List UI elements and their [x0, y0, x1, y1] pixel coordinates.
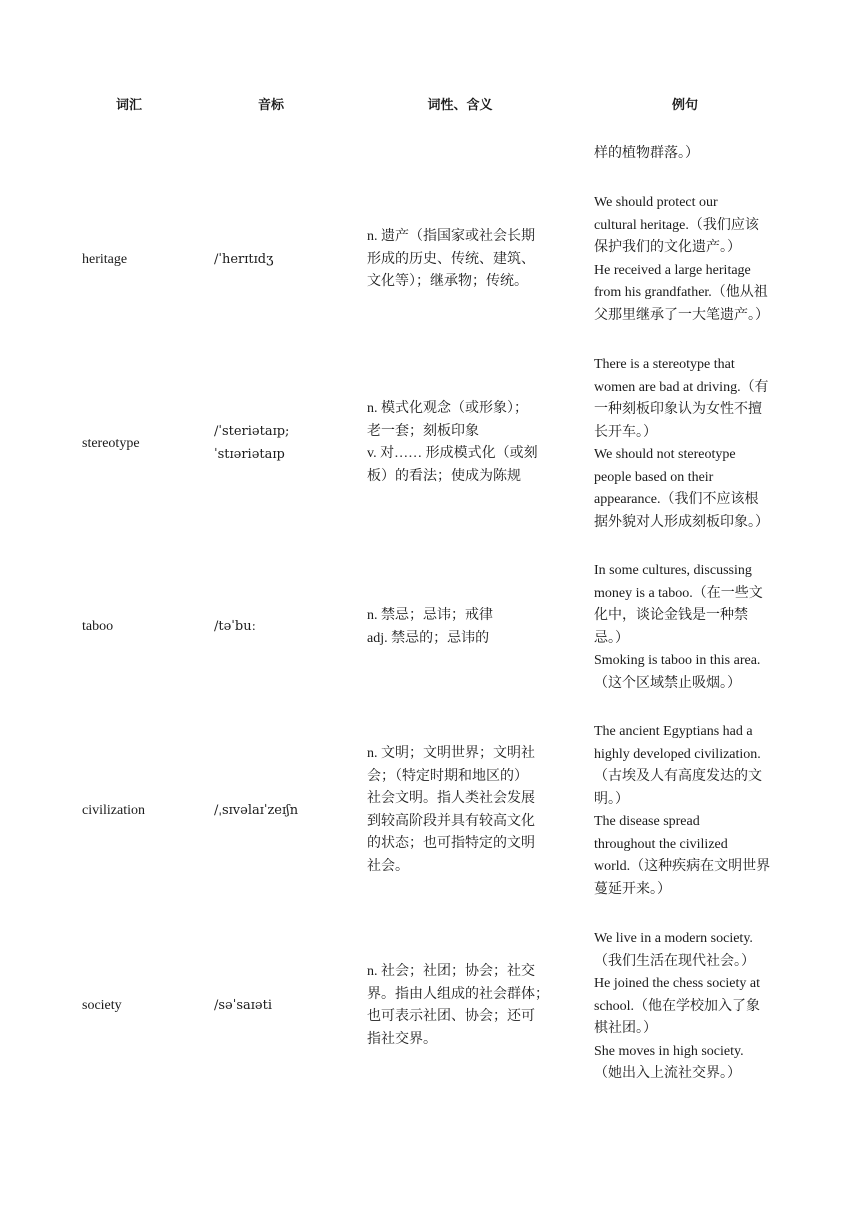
- phonetic-society: /səˈsaɪəti: [214, 998, 272, 1013]
- example-society: We live in a modern society. （我们生活在现代社会。） He joined the chess society at school.（他在学校加入了象 棋社团。） She moves in high society. （她出入上流社交界。）: [594, 931, 761, 1081]
- word-heritage: heritage: [82, 252, 128, 267]
- example-stereotype: There is a stereotype that women are bad at driving.（有 一种刻板印象认为女性不擅 长开车。） We should not stereotype people based on their appearance.（我们不应该根 据外貌对人形成刻板印象。）: [594, 357, 769, 530]
- phonetic-taboo: /təˈbuː: [214, 619, 256, 634]
- phonetic-stereotype: /ˈsteriətaɪp; ˈstɪəriətaɪp: [214, 424, 290, 462]
- header-example: 例句: [671, 98, 698, 113]
- meaning-society: n. 社会；社团；协会；社交 界。指由人组成的社会群体； 也可表示社团、协会；还可 指社交界。: [367, 964, 549, 1047]
- phonetic-heritage: /ˈherɪtɪdʒ: [214, 252, 274, 267]
- word-stereotype: stereotype: [82, 436, 140, 451]
- meaning-civilization: n. 文明；文明世界；文明社 会；（特定时期和地区的） 社会文明。指人类社会发展 到较高阶段并具有较高文化 的状态；也可指特定的文明 社会。: [367, 746, 535, 874]
- example-taboo: In some cultures, discussing money is a taboo.（在一些文 化中，谈论金钱是一种禁 忌。） Smoking is taboo in this area. （这个区域禁止吸烟。）: [594, 563, 763, 691]
- meaning-taboo: n. 禁忌；忌讳；戒律 adj. 禁忌的；忌讳的: [367, 608, 493, 646]
- header-phonetic: 音标: [257, 98, 284, 113]
- word-taboo: taboo: [82, 619, 114, 634]
- header-vocabulary: 词汇: [115, 98, 142, 113]
- meaning-heritage: n. 遗产（指国家或社会长期 形成的历史、传统、建筑、 文化等）；继承物；传统。: [367, 229, 535, 289]
- example-civilization: The ancient Egyptians had a highly developed civilization. （古埃及人有高度发达的文 明。） The disease spread throughout the civilized world.（这种疾病在文明世界 蔓延开来。）: [594, 724, 771, 897]
- phonetic-civilization: /ˌsɪvəlaɪˈzeɪʃn: [214, 803, 299, 818]
- meaning-stereotype: n. 模式化观念（或形象）； 老一套；刻板印象 v. 对…… 形成模式化（或刻 板）的看法；使成为陈规: [367, 401, 538, 484]
- word-society: society: [82, 998, 122, 1013]
- header-meaning: 词性、含义: [427, 98, 493, 113]
- carryover-example-text: 样的植物群落。）: [594, 146, 699, 161]
- example-heritage: We should protect our cultural heritage.（我们应该 保护我们的文化遗产。） He received a large heritage from his grandfather.（他从祖 父那里继承了一大笔遗产。）: [594, 195, 769, 323]
- word-civilization: civilization: [82, 803, 145, 818]
